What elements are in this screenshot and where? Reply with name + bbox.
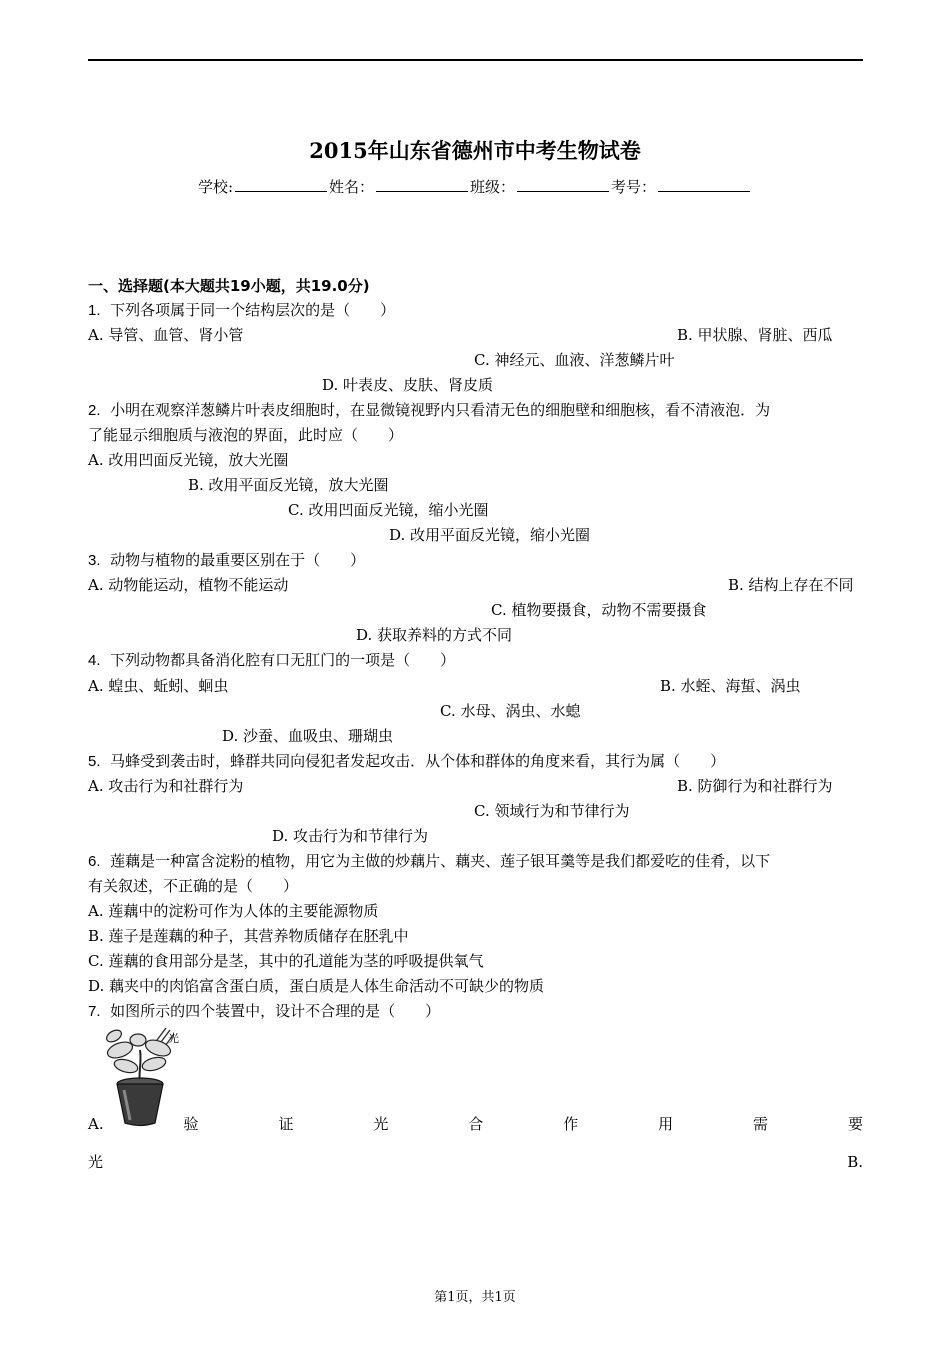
option-2c[interactable]: C. 改用凹面反光镜，缩小光圈 (288, 501, 489, 519)
potted-plant-figure (100, 1028, 186, 1128)
header-rule (88, 59, 863, 61)
option-6a[interactable]: A. 莲藕中的淀粉可作为人体的主要能源物质 (88, 902, 379, 920)
option-5b[interactable]: B. 防御行为和社群行为 (677, 777, 833, 795)
option-6c[interactable]: C. 莲藕的食用部分是茎，其中的孔道能为茎的呼吸提供氧气 (88, 952, 484, 970)
option-3b[interactable]: B. 结构上存在不同 (728, 576, 854, 594)
question-3 (88, 550, 365, 571)
question-4 (88, 650, 455, 671)
option-6b[interactable]: B. 莲子是莲藕的种子，其营养物质储存在胚乳中 (88, 927, 409, 945)
question-2 (88, 400, 770, 421)
class-label: 班级： (470, 178, 516, 196)
option-1c[interactable]: C. 神经元、血液、洋葱鳞片叶 (474, 351, 675, 369)
option-1b[interactable]: B. 甲状腺、肾脏、西瓜 (677, 326, 833, 344)
question-7 (88, 1001, 440, 1022)
option-3d[interactable]: D. 获取养料的方式不同 (356, 626, 513, 644)
option-char: 需 (753, 1115, 769, 1133)
question-text: 莲藕是一种富含淀粉的植物，用它为主做的炒藕片、藕夹、莲子银耳羹等是我们都爱吃的佳肴，以下 (110, 852, 771, 870)
option-char: 证 (278, 1115, 294, 1133)
option-4a[interactable]: A. 蝗虫、蚯蚓、蛔虫 (88, 677, 229, 695)
school-blank[interactable] (235, 177, 327, 192)
exam-no-label: 考号： (611, 178, 657, 196)
page-footer: 第1页，共1页 (434, 1290, 516, 1305)
option-char: 验 (183, 1115, 199, 1133)
question-text: 动物与植物的最重要区别在于（ ） (110, 551, 366, 569)
exam-no-blank[interactable] (658, 177, 750, 192)
name-blank[interactable] (376, 177, 468, 192)
question-text: 马蜂受到袭击时，蜂群共同向侵犯者发起攻击．从个体和群体的角度来看，其行为属（ ） (110, 752, 726, 770)
name-label: 姓名： (329, 178, 375, 196)
option-1d[interactable]: D. 叶表皮、皮肤、肾皮质 (322, 376, 494, 394)
question-6-continued: 有关叙述，不正确的是（ ） (88, 877, 299, 895)
option-5a[interactable]: A. 攻击行为和社群行为 (88, 777, 244, 795)
option-7b[interactable]: B. (847, 1153, 863, 1171)
question-number: 1. (88, 302, 101, 319)
page-title: 2015年山东省德州市中考生物试卷 (309, 138, 641, 163)
question-number: 7. (88, 1003, 101, 1020)
light-label: 光 (168, 1032, 179, 1045)
option-char: 光 (373, 1115, 389, 1133)
option-3c[interactable]: C. 植物要摄食，动物不需要摄食 (491, 601, 707, 619)
option-6d[interactable]: D. 藕夹中的肉馅富含蛋白质，蛋白质是人体生命活动不可缺少的物质 (88, 977, 545, 995)
student-info-line (0, 177, 950, 197)
option-char: 要 (847, 1115, 863, 1133)
option-5c[interactable]: C. 领域行为和节律行为 (474, 802, 630, 820)
question-number: 4. (88, 652, 101, 669)
question-number: 6. (88, 853, 101, 870)
option-7a-continued (88, 1152, 863, 1172)
leaves-icon (105, 1028, 173, 1075)
option-4d[interactable]: D. 沙蚕、血吸虫、珊瑚虫 (222, 727, 394, 745)
option-2a[interactable]: A. 改用凹面反光镜，放大光圈 (88, 451, 289, 469)
question-text: 下列动物都具备消化腔有口无肛门的一项是（ ） (110, 651, 456, 669)
option-4b[interactable]: B. 水蛭、海蜇、涡虫 (660, 677, 801, 695)
option-4c[interactable]: C. 水母、涡虫、水螅 (440, 702, 581, 720)
option-1a[interactable]: A. 导管、血管、肾小管 (88, 326, 244, 344)
section-heading: 一、选择题(本大题共19小题，共19.0分) (88, 277, 370, 295)
school-label: 学校: (197, 178, 233, 196)
question-text: 如图所示的四个装置中，设计不合理的是（ ） (110, 1002, 441, 1020)
option-char: 光 (88, 1153, 104, 1171)
question-1 (88, 300, 395, 321)
question-6 (88, 851, 770, 872)
option-2d[interactable]: D. 改用平面反光镜，缩小光圈 (389, 526, 591, 544)
question-text: 小明在观察洋葱鳞片叶表皮细胞时，在显微镜视野内只看清无色的细胞壁和细胞核，看不清液泡．为 (110, 401, 771, 419)
option-3a[interactable]: A. 动物能运动，植物不能运动 (88, 576, 289, 594)
option-7a[interactable] (88, 1114, 863, 1134)
option-char: 用 (658, 1115, 674, 1133)
question-number: 3. (88, 552, 101, 569)
option-5d[interactable]: D. 攻击行为和节律行为 (272, 827, 429, 845)
question-2-continued: 了能显示细胞质与液泡的界面，此时应（ ） (88, 426, 404, 444)
option-2b[interactable]: B. 改用平面反光镜，放大光圈 (188, 476, 389, 494)
option-char: 合 (468, 1115, 484, 1133)
question-text: 下列各项属于同一个结构层次的是（ ） (110, 301, 396, 319)
option-char: 作 (563, 1115, 579, 1133)
question-number: 5. (88, 753, 101, 770)
option-label: A. (88, 1115, 104, 1133)
question-5 (88, 751, 725, 772)
class-blank[interactable] (517, 177, 609, 192)
question-number: 2. (88, 402, 101, 419)
